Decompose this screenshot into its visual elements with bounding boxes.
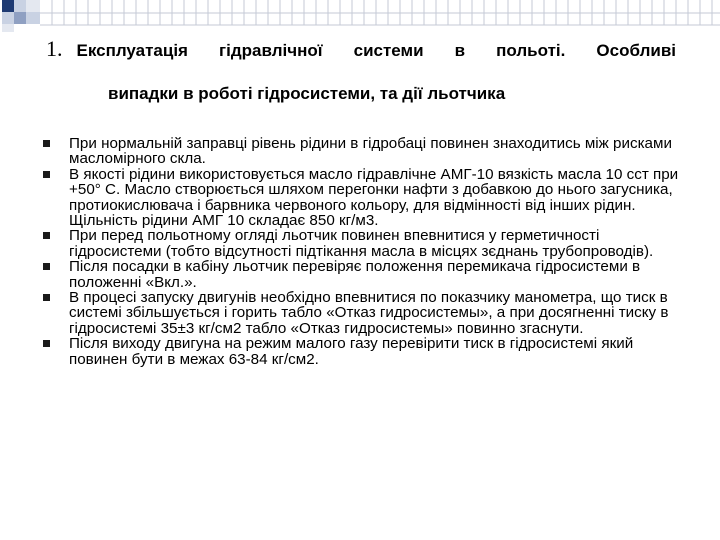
list-item-text: Після посадки в кабіну льотчик перевіряє положення перемикача гідросистеми в положенні «Вкл.».	[69, 258, 641, 291]
square-bullet-icon	[43, 232, 50, 239]
list-item-text: В процесі запуску двигунів необхідно впевнитися по показчику манометра, що тиск в системі збільшується і горить табло «Отказ гидросистемы», а при досягненні тиску в гідросистемі 35±3 кг/см2 табло «Отказ гидросистемы» повинно згаснути.	[69, 289, 669, 337]
square-bullet-icon	[43, 263, 50, 270]
decor-square	[26, 12, 40, 24]
decor-square	[26, 0, 40, 12]
list-item	[40, 167, 680, 229]
header-grid	[40, 0, 720, 25]
square-bullet-icon	[43, 171, 50, 178]
list-item-text: При перед польотному огляді льотчик повинен впевнитися у герметичності гідросистеми (тобто відсутності підтікання масла в місцях зєднань трубопроводів).	[69, 227, 654, 260]
header-decoration	[0, 0, 720, 36]
list-item	[40, 136, 680, 167]
title-line-2: випадки в роботі гідросистеми, та дії льотчика	[108, 84, 506, 103]
square-bullet-icon	[43, 340, 50, 347]
bullet-list	[40, 136, 680, 367]
decor-square	[14, 12, 26, 24]
square-bullet-icon	[43, 140, 50, 147]
list-item	[40, 228, 680, 259]
decor-square	[2, 0, 14, 12]
list-item	[40, 259, 680, 290]
list-item	[40, 336, 680, 367]
list-item-text: В якості рідини використовується масло гідравлічне АМГ-10 вязкість масла 10 сст при +50° С. Масло створюється шляхом перегонки нафти з добавкою до нього загусника, протиокислювача і барвника червоного кольору, для відмінності від інших рідин. Щільність рідини АМГ 10 складає 850 кг/м3.	[69, 165, 679, 230]
list-item	[40, 290, 680, 336]
square-bullet-icon	[43, 294, 50, 301]
title-number: 1.	[46, 36, 63, 61]
decor-square	[2, 24, 14, 32]
title-line-1: Експлуатація гідравлічної системи в польоті. Особливі	[76, 41, 676, 60]
decor-square	[14, 0, 26, 12]
list-item-text: При нормальній заправці рівень рідини в гідробаці повинен знаходитись між рисками масломірного скла.	[69, 135, 672, 168]
decor-square	[2, 12, 14, 24]
list-item-text: Після виходу двигуна на режим малого газу перевірити тиск в гідросистемі який повинен бути в межах 63-84 кг/см2.	[69, 335, 634, 368]
